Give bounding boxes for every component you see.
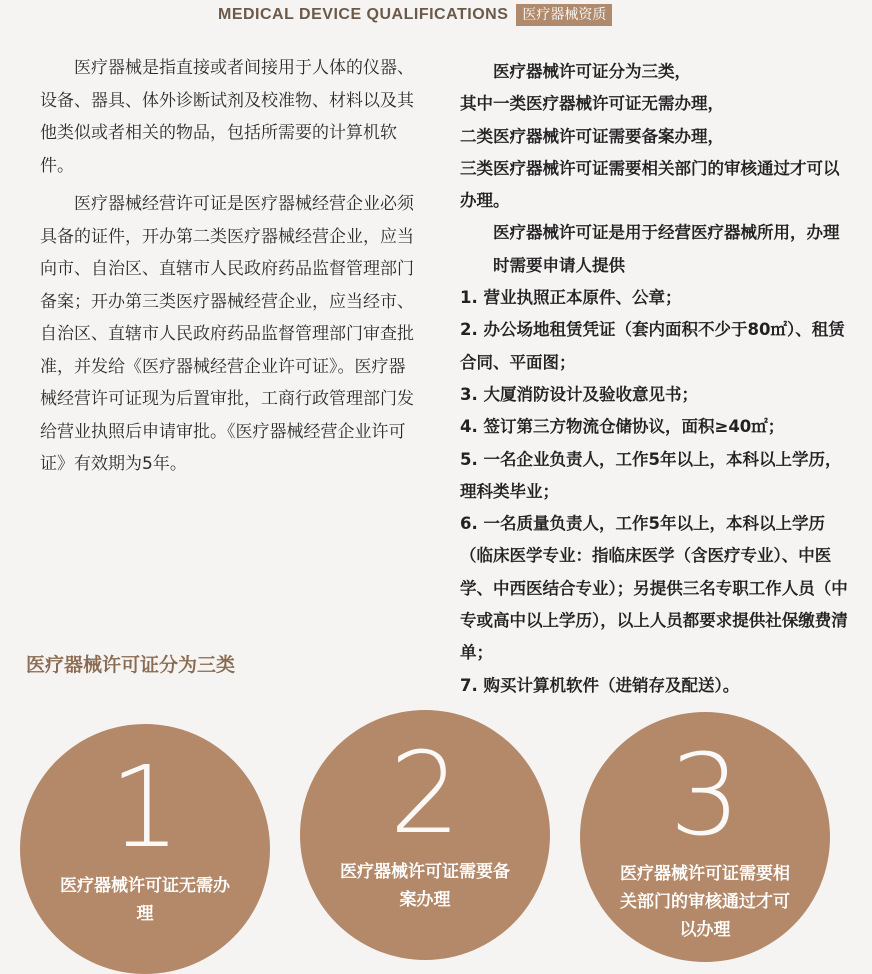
category-circle-1 [20, 724, 270, 974]
requirements-text [460, 56, 850, 702]
header-title-cn: 医疗器械资质 [516, 4, 612, 26]
category-number: 1 [109, 743, 181, 873]
header-title-en: MEDICAL DEVICE QUALIFICATIONS [218, 6, 509, 23]
req-item-5: 5. 一名企业负责人，工作5年以上，本科以上学历，理科类毕业； [460, 449, 842, 501]
req-line-3: 二类医疗器械许可证需要备案办理， [460, 126, 724, 146]
req-item-2: 2. 办公场地租赁凭证（套内面积不少于80㎡）、租赁合同、平面图； [460, 320, 845, 372]
category-circle-3 [580, 712, 830, 962]
intro-text [40, 52, 422, 487]
category-number: 3 [669, 731, 741, 861]
req-item-4: 4. 签订第三方物流仓储协议，面积≥40㎡； [460, 417, 785, 437]
intro-paragraph-1: 医疗器械是指直接或者间接用于人体的仪器、设备、器具、体外诊断试剂及校准物、材料以及其他类似或者相关的物品，包括所需要的计算机软件。 [40, 58, 414, 176]
req-line-2: 其中一类医疗器械许可证无需办理， [460, 94, 724, 114]
req-item-3: 3. 大厦消防设计及验收意见书； [460, 384, 698, 404]
category-caption: 医疗器械许可证无需办理 [60, 876, 230, 924]
req-line-1: 医疗器械许可证分为三类， [493, 62, 691, 81]
req-item-1: 1. 营业执照正本原件、公章； [460, 288, 682, 308]
category-circle-2 [300, 710, 550, 960]
req-line-4: 三类医疗器械许可证需要相关部门的审核通过才可以办理。 [460, 158, 840, 211]
intro-paragraph-2: 医疗器械经营许可证是医疗器械经营企业必须具备的证件，开办第二类医疗器械经营企业，应当向市、自治区、直辖市人民政府药品监督管理部门备案；开办第三类医疗器械经营企业，应当经市、自治区、直辖市人民政府药品监督管理部门审查批准，并发给《医疗器械经营企业许可证》。医疗器械经营许可证现为后置审批，工商行政管理部门发给营业执照后申请审批。《医疗器械经营企业许可证》有效期为5年。 [40, 194, 414, 474]
req-item-7: 7. 购买计算机软件（进销存及配送）。 [460, 675, 740, 695]
category-number: 2 [389, 729, 461, 859]
category-caption: 医疗器械许可证需要备案办理 [340, 862, 510, 910]
req-line-5: 医疗器械许可证是用于经营医疗器械所用，办理时需要申请人提供 [493, 223, 840, 275]
page-header [218, 0, 612, 30]
section-title: 医疗器械许可证分为三类 [26, 654, 236, 676]
req-item-6: 6. 一名质量负责人，工作5年以上，本科以上学历（临床医学专业：指临床医学（含医疗专业）、中医学、中西医结合专业）；另提供三名专职工作人员（中专或高中以上学历），以上人员都要求提供社保缴费清单； [460, 514, 848, 663]
category-caption: 医疗器械许可证需要相关部门的审核通过才可以办理 [620, 864, 790, 940]
